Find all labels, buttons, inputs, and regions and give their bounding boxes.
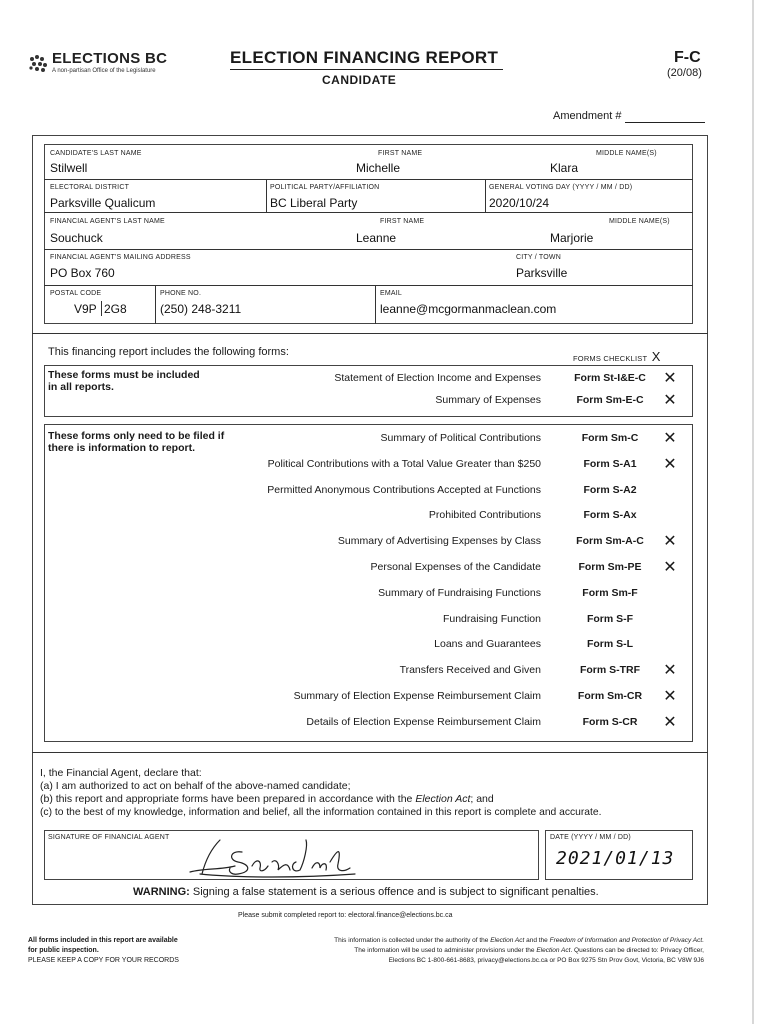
report-subtitle: CANDIDATE (322, 73, 397, 87)
voting-day-value[interactable]: 2020/10/24 (489, 196, 550, 210)
optional-forms-heading: These forms only need to be filed if there is information to report. (48, 430, 225, 454)
amendment-field[interactable] (625, 122, 705, 123)
form-name: Statement of Election Income and Expenses (334, 372, 541, 384)
footer-left (28, 936, 179, 966)
report-title: ELECTION FINANCING REPORT (230, 48, 499, 67)
warning-text: Signing a false statement is a serious offence and is subject to significant penalties. (189, 886, 599, 898)
form-row (0, 394, 770, 412)
form-checkbox-mark[interactable]: ✕ (663, 533, 677, 551)
logo-mark-icon (28, 54, 50, 74)
form-name: Summary of Fundraising Functions (378, 586, 541, 599)
phone-label: PHONE NO. (160, 290, 202, 297)
candidate-last-name-value[interactable]: Stilwell (50, 161, 88, 175)
declaration-text (40, 767, 700, 819)
date-value: 2021/01/13 (556, 848, 675, 869)
required-forms-heading: These forms must be included in all reports. (48, 369, 200, 393)
form-checkbox-mark[interactable]: ✕ (663, 455, 677, 473)
form-row (0, 638, 770, 656)
email-label: EMAIL (380, 290, 403, 297)
forms-checklist-label (573, 348, 660, 366)
fr2a: The information will be used to administer provisions under the (354, 947, 537, 954)
form-name: Permitted Anonymous Contributions Accepted at Functions (267, 483, 541, 496)
declaration-b-post: ; and (470, 793, 494, 805)
divider (44, 212, 693, 213)
city-value[interactable]: Parksville (516, 266, 568, 280)
form-code: Form St-I&E-C (574, 372, 646, 384)
form-checkbox-mark[interactable]: ✕ (663, 370, 677, 387)
email-value[interactable]: leanne@mcgormanmaclean.com (380, 302, 557, 316)
scan-edge (752, 0, 754, 1024)
form-code: Form S-L (586, 638, 634, 651)
divider (155, 285, 156, 324)
warning-label: WARNING: (133, 886, 190, 898)
divider (44, 179, 693, 180)
postal-code-separator (101, 301, 102, 316)
footer-left-line1: All forms included in this report are available (28, 937, 178, 944)
form-name: Prohibited Contributions (428, 509, 541, 522)
candidate-first-name-label: FIRST NAME (378, 150, 423, 157)
party-label: POLITICAL PARTY/AFFILIATION (270, 184, 380, 191)
form-code: Form Sm-E-C (576, 394, 644, 406)
voting-day-label: GENERAL VOTING DAY (YYYY / MM / DD) (489, 184, 633, 191)
footer-right-line3: Elections BC 1-800-661-8683, privacy@elections.bc.ca or PO Box 9275 Stn Prov Govt, Victoria, BC V8W 9J6 (388, 957, 704, 964)
fr1d: Freedom of Information and Protection of Privacy Act. (549, 937, 704, 944)
phone-value[interactable]: (250) 248-3211 (160, 302, 242, 316)
logo-text: ELECTIONS BC (52, 50, 168, 67)
form-name: Summary of Election Expense Reimbursement Claim (293, 690, 541, 702)
declaration-c: (c) to the best of my knowledge, information and belief, all the information contained in this report is complete and accurate. (40, 807, 602, 818)
form-name: Personal Expenses of the Candidate (370, 561, 541, 573)
agent-first-name-value[interactable]: Leanne (356, 231, 397, 245)
form-checkbox-mark[interactable]: ✕ (663, 392, 677, 409)
party-value[interactable]: BC Liberal Party (270, 196, 358, 210)
form-row (0, 455, 770, 476)
section-divider (32, 752, 708, 753)
form-name: Political Contributions with a Total Value Greater than $250 (267, 457, 541, 470)
form-checkbox-mark[interactable]: ✕ (663, 430, 677, 447)
divider (375, 285, 376, 324)
form-version: (20/08) (667, 67, 702, 79)
agent-last-name-value[interactable]: Souchuck (50, 231, 103, 245)
date-label: DATE (YYYY / MM / DD) (550, 834, 631, 841)
form-row (0, 535, 770, 553)
postal-code-first-half[interactable]: V9P (74, 302, 97, 316)
footer-left-line3: PLEASE KEEP A COPY FOR YOUR RECORDS (28, 957, 179, 964)
footer-right-line1 (334, 936, 704, 946)
title-underline (230, 69, 503, 70)
fr1c: and the (524, 937, 550, 944)
form-row (0, 587, 770, 605)
handwritten-signature (180, 832, 380, 880)
divider (44, 249, 693, 250)
form-code: Form Sm-PE (578, 561, 642, 573)
form-code: Form S-A1 (583, 457, 637, 470)
divider (44, 285, 693, 286)
candidate-last-name-label: CANDIDATE'S LAST NAME (50, 150, 142, 157)
form-name: Summary of Advertising Expenses by Class (337, 535, 541, 548)
form-name: Transfers Received and Given (399, 664, 541, 677)
declaration-a: (a) I am authorized to act on behalf of the above-named candidate; (40, 780, 351, 792)
form-name: Summary of Political Contributions (380, 432, 541, 444)
agent-middle-name-label: MIDDLE NAME(S) (609, 218, 670, 225)
declaration-b (40, 793, 700, 806)
form-checkbox-mark[interactable]: ✕ (663, 713, 677, 731)
elections-bc-logo (28, 50, 188, 80)
checklist-mark: X (651, 349, 661, 364)
form-row (0, 690, 770, 708)
checklist-label-text: FORMS CHECKLIST (573, 354, 648, 363)
postal-code-second-half[interactable]: 2G8 (104, 302, 127, 316)
district-label: ELECTORAL DISTRICT (50, 184, 130, 191)
declaration-intro: I, the Financial Agent, declare that: (40, 767, 202, 779)
logo-subtitle: A non-partisan Office of the Legislature (52, 68, 156, 74)
form-checkbox-mark[interactable]: ✕ (663, 688, 677, 705)
section-divider (32, 333, 708, 334)
form-code: Form S-TRF (579, 664, 641, 677)
city-label: CITY / TOWN (516, 254, 561, 261)
form-row (0, 664, 770, 682)
form-row (0, 561, 770, 579)
form-row (0, 372, 770, 390)
form-name: Loans and Guarantees (434, 638, 541, 651)
amendment-label: Amendment # (553, 110, 622, 122)
submit-note: Please submit completed report to: electoral.finance@elections.bc.ca (238, 912, 453, 919)
form-name: Details of Election Expense Reimbursement Claim (306, 715, 541, 728)
fr2c: . Questions can be directed to: Privacy Officer, (570, 947, 704, 954)
candidate-first-name-value[interactable]: Michelle (356, 161, 401, 175)
form-row (0, 509, 770, 527)
form-code: Form S-A2 (583, 483, 637, 496)
footer-right (334, 936, 704, 966)
declaration-b-pre: (b) this report and appropriate forms have been prepared in accordance with the (40, 793, 416, 805)
fr1a: This information is collected under the authority of the (334, 937, 491, 944)
candidate-middle-name-value[interactable]: Klara (550, 161, 579, 175)
form-checkbox-mark[interactable]: ✕ (663, 662, 677, 680)
form-code: Form S-F (586, 612, 634, 625)
form-name: Summary of Expenses (435, 394, 541, 406)
warning (133, 886, 599, 898)
form-code-heading: F-C (674, 49, 701, 66)
footer-right-line2 (334, 946, 704, 956)
form-code: Form S-CR (582, 715, 638, 728)
agent-middle-name-value[interactable]: Marjorie (550, 231, 594, 245)
district-value[interactable]: Parksville Qualicum (50, 196, 156, 210)
form-checkbox-mark[interactable]: ✕ (663, 559, 677, 576)
divider (485, 179, 486, 212)
forms-intro: This financing report includes the following forms: (48, 346, 289, 358)
form-code: Form Sm-CR (577, 690, 643, 702)
candidate-middle-name-label: MIDDLE NAME(S) (596, 150, 657, 157)
form-code: Form S-Ax (583, 509, 637, 522)
form-code: Form Sm-F (582, 586, 638, 599)
form-code: Form Sm-A-C (576, 535, 644, 548)
address-value[interactable]: PO Box 760 (50, 266, 115, 280)
form-row (0, 713, 770, 734)
form-row (0, 432, 770, 450)
agent-last-name-label: FINANCIAL AGENT'S LAST NAME (50, 218, 165, 225)
signature-label: SIGNATURE OF FINANCIAL AGENT (48, 834, 170, 841)
footer-left-line2: for public inspection. (28, 947, 99, 954)
declaration-b-act: Election Act (415, 793, 471, 805)
address-label: FINANCIAL AGENT'S MAILING ADDRESS (50, 254, 191, 261)
agent-first-name-label: FIRST NAME (380, 218, 425, 225)
fr1b: Election Act (490, 937, 525, 944)
postal-code-label: POSTAL CODE (50, 290, 102, 297)
fr2b: Election Act (536, 947, 571, 954)
divider (266, 179, 267, 212)
form-row (0, 484, 770, 502)
form-row (0, 613, 770, 631)
form-name: Fundraising Function (442, 612, 541, 625)
form-code: Form Sm-C (581, 432, 639, 444)
